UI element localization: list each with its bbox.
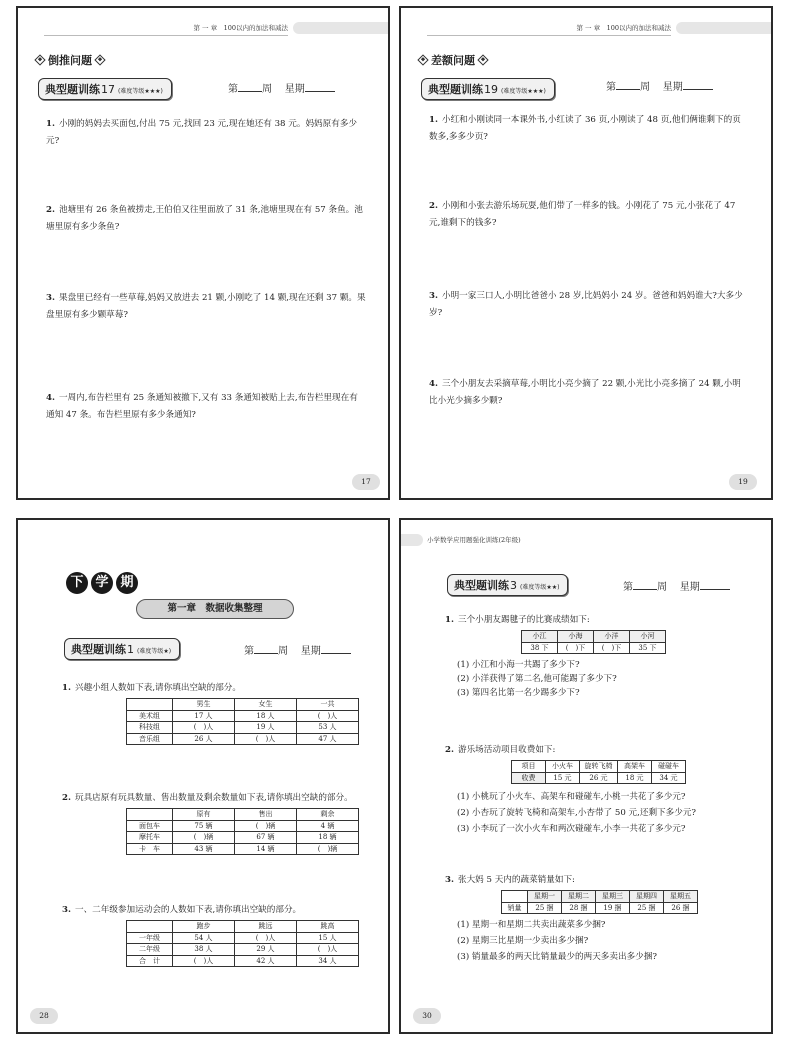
page-number: 17 (352, 474, 380, 490)
workbook-page-17 (16, 6, 390, 500)
question-3: 3. 一、二年级参加运动会的人数如下表,请你填出空缺的部分。 (62, 905, 302, 915)
section-title: 倒推问题 (36, 52, 104, 68)
header-text: 小学数学应用题强化训练(2年级) (427, 536, 521, 544)
question-2: 2. 游乐场活动项目收费如下: (445, 745, 556, 755)
table-interest-groups (126, 698, 359, 745)
table-row: 收费 15 元 26 元 18 元 34 元 (512, 772, 686, 784)
chapter-banner: 第一章 数据收集整理 (136, 599, 294, 619)
table-row: 摩托车 ( )辆 67 辆 18 辆 (127, 832, 359, 844)
table-header-row: 小江 小海 小洋 小河 (522, 631, 666, 643)
drill-badge: 典型题训练 1 (难度等级★) (64, 638, 180, 660)
table-row: 38 下 ( )下 ( )下 35 下 (522, 642, 666, 654)
workbook-page-30 (399, 518, 773, 1034)
diamond-icon (417, 54, 428, 65)
question-1: 1. 三个小朋友踢毽子的比赛成绩如下: (445, 615, 590, 625)
workbook-page-19 (399, 6, 773, 500)
question-4: 4. 一周内,布告栏里有 25 条通知被撤下,又有 33 条通知被贴上去,布告栏里现在有通知 47 条。布告栏里原有多少条通知? (46, 393, 358, 420)
week-fill: 第 周 星期 (244, 642, 351, 657)
page-number: 28 (30, 1008, 58, 1024)
question-3: 3. 张大妈 5 天内的蔬菜销量如下: (445, 875, 575, 885)
table-row: 音乐组 26 人 ( )人 47 人 (127, 733, 359, 745)
table-row: 科技组 ( )人 19 人 53 人 (127, 722, 359, 734)
sub-question: (3) 销量最多的两天比销量最少的两天多卖出多少捆? (457, 952, 657, 962)
drill-badge: 典型题训练 17 (难度等级★★★) (38, 78, 172, 100)
drill-badge: 典型题训练 3 (难度等级★★) (447, 574, 568, 596)
table-row: 销量 25 捆 28 捆 19 捆 25 捆 26 捆 (502, 902, 698, 914)
workbook-page-28 (16, 518, 390, 1034)
sub-question: (1) 星期一和星期二共卖出蔬菜多少捆? (457, 920, 606, 930)
drill-badge: 典型题训练 19 (难度等级★★★) (421, 78, 555, 100)
header-text: 第 一 章 100以内的加法和减法 (193, 24, 288, 32)
running-header (401, 532, 771, 548)
question-2: 2. 玩具店原有玩具数量、售出数量及剩余数量如下表,请你填出空缺的部分。 (62, 793, 353, 803)
question-2: 2. 小刚和小张去游乐场玩耍,他们带了一样多的钱。小刚花了 75 元,小张花了 47 元,谁剩下的钱多? (429, 201, 736, 228)
table-sports-meet (126, 920, 359, 967)
table-row: 面包车 75 辆 ( )辆 4 辆 (127, 820, 359, 832)
table-row: 一年级 54 人 ( )人 15 人 (127, 932, 359, 944)
table-row: 合 计 ( )人 42 人 34 人 (127, 955, 359, 967)
diamond-icon (34, 54, 45, 65)
sub-question: (3) 小李玩了一次小火车和两次碰碰车,小李一共花了多少元? (457, 824, 686, 834)
sub-question: (2) 小洋获得了第二名,他可能踢了多少下? (457, 674, 617, 684)
table-row: 美术组 17 人 18 人 ( )人 (127, 710, 359, 722)
question-4: 4. 三个小朋友去采摘草莓,小明比小亮少摘了 22 颗,小光比小亮多摘了 24 颗,小明比小光少摘多少颗? (429, 379, 741, 406)
header-text: 第 一 章 100以内的加法和减法 (576, 24, 671, 32)
question-1: 1. 兴趣小组人数如下表,请你填出空缺的部分。 (62, 683, 241, 693)
table-toy-store (126, 808, 359, 855)
running-header (401, 20, 771, 36)
week-fill: 第 周 星期 (228, 80, 335, 95)
week-fill: 第 周 星期 (623, 578, 730, 593)
sub-question: (1) 小桃玩了小火车、高架车和碰碰车,小桃一共花了多少元? (457, 792, 686, 802)
table-header-row: 项目 小火车 旋转飞椅 高架车 碰碰车 (512, 761, 686, 773)
table-header-row: 跑步 跳远 跳高 (127, 921, 359, 933)
running-header (18, 20, 388, 36)
question-1: 1. 小刚的妈妈去买面包,付出 75 元,找回 23 元,现在她还有 38 元。妈妈原有多少元? (46, 119, 358, 146)
table-vegetable-sales (501, 890, 698, 914)
table-row: 卡 车 43 辆 14 辆 ( )辆 (127, 843, 359, 855)
table-header-row: 原有 售出 剩余 (127, 809, 359, 821)
semester-title: 下 学 期 (66, 572, 138, 594)
page-number: 30 (413, 1008, 441, 1024)
table-row: 二年级 38 人 29 人 ( )人 (127, 944, 359, 956)
question-1: 1. 小红和小刚读同一本课外书,小红读了 36 页,小刚读了 48 页,他们俩谁剩下的页数多,多多少页? (429, 115, 741, 142)
page-number: 19 (729, 474, 757, 490)
diamond-icon (477, 54, 488, 65)
table-shuttlecock (521, 630, 666, 654)
question-3: 3. 小明一家三口人,小明比爸爸小 28 岁,比妈妈小 24 岁。爸爸和妈妈谁大?大多少岁? (429, 291, 743, 318)
section-title: 差额问题 (419, 52, 487, 68)
sub-question: (2) 星期三比星期一少卖出多少捆? (457, 936, 589, 946)
sub-question: (2) 小杏玩了旋转飞椅和高架车,小杏带了 50 元,还剩下多少元? (457, 808, 697, 818)
question-3: 3. 果盘里已经有一些草莓,妈妈又放进去 21 颗,小刚吃了 14 颗,现在还剩 37 颗。果盘里原有多少颗草莓? (46, 293, 366, 320)
question-2: 2. 池塘里有 26 条鱼被捞走,王伯伯又往里面放了 31 条,池塘里现在有 57 条鱼。池塘里原有多少条鱼? (46, 205, 363, 232)
diamond-icon (94, 54, 105, 65)
table-header-row: 男生 女生 一共 (127, 699, 359, 711)
table-amusement-fees (511, 760, 686, 784)
table-header-row: 星期一 星期二 星期三 星期四 星期五 (502, 891, 698, 903)
sub-question: (1) 小江和小海一共踢了多少下? (457, 660, 580, 670)
sub-question: (3) 第四名比第一名少踢多少下? (457, 688, 580, 698)
week-fill: 第 周 星期 (606, 78, 713, 93)
